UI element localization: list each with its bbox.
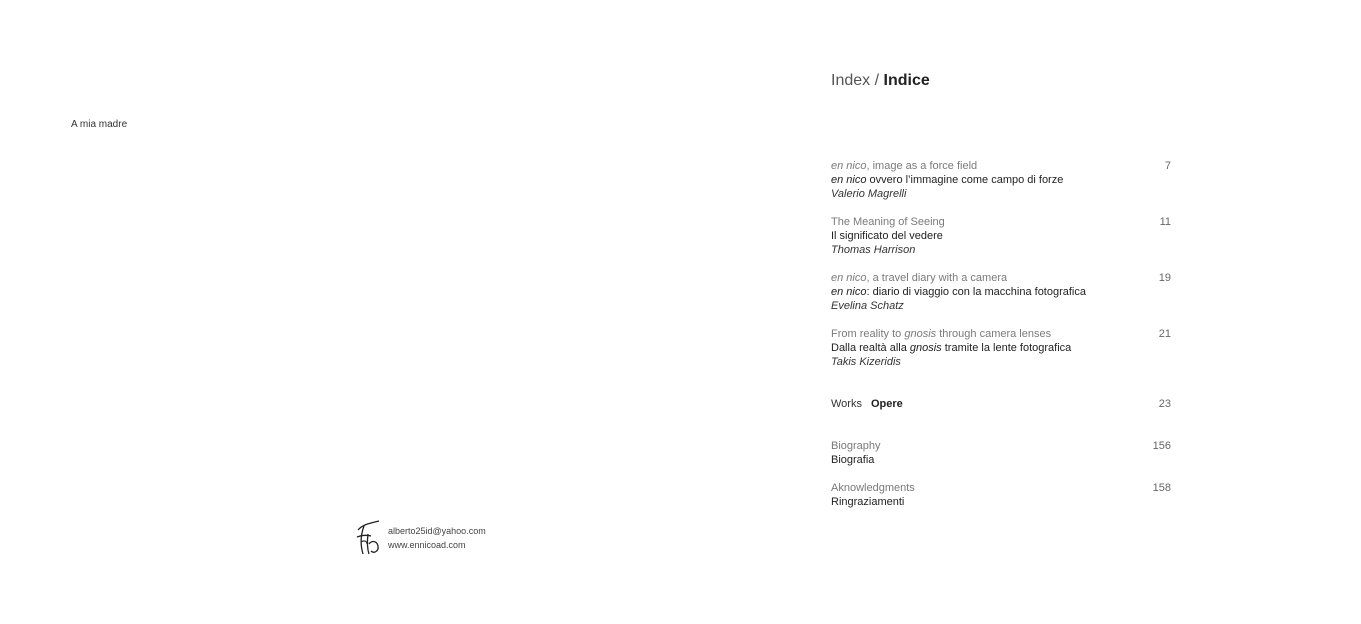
entry-title-en-italic: en nico	[831, 160, 867, 172]
entry-title-it-post: tramite la lente fotografica	[941, 342, 1072, 354]
works-page-number: 23	[1158, 398, 1171, 410]
entry-page-number: 19	[1158, 272, 1171, 284]
biography-label-en: Biography	[831, 440, 881, 452]
index-title-it: Indice	[883, 72, 930, 89]
works-label-it: Opere	[870, 398, 903, 410]
entry-title-it	[831, 229, 1171, 243]
entry-title-it	[831, 285, 1171, 299]
biography-page-number: 156	[1152, 440, 1171, 452]
dedication: A mia madre	[71, 119, 128, 130]
index-entries	[831, 159, 1171, 383]
entry-title-en-post: through camera lenses	[936, 328, 1052, 340]
monogram-logo-icon	[355, 520, 381, 556]
acknowledgments-page-number: 158	[1152, 482, 1171, 494]
entry-title-it-rest: : diario di viaggio con la macchina fotografica	[866, 286, 1086, 298]
contact-website[interactable]: www.ennicoad.com	[388, 540, 466, 550]
entry-title-en-italic: gnosis	[904, 328, 937, 340]
index-title-en: Index	[831, 72, 871, 89]
index-entry[interactable]	[831, 327, 1171, 369]
index-entry[interactable]	[831, 215, 1171, 257]
entry-title-it-rest: ovvero l’immagine come campo di forze	[866, 174, 1064, 186]
entry-title-it-rest: Il significato del vedere	[831, 230, 943, 242]
index-entry[interactable]	[831, 271, 1171, 313]
works-label-en: Works	[831, 398, 862, 410]
entry-title-en	[831, 271, 1171, 285]
index-title-separator: /	[874, 72, 880, 89]
entry-title-it	[831, 341, 1171, 355]
entry-author: Evelina Schatz	[831, 300, 904, 312]
acknowledgments-label-en: Aknowledgments	[831, 482, 915, 494]
index-title	[831, 71, 930, 91]
entry-title-it-italic: en nico	[831, 174, 867, 186]
entry-title-en	[831, 159, 1171, 173]
entry-title-en-rest: , image as a force field	[866, 160, 978, 172]
entry-title-it-italic: en nico	[831, 286, 867, 298]
contact-block	[355, 520, 486, 556]
entry-page-number: 7	[1164, 160, 1171, 172]
acknowledgments-label-it: Ringraziamenti	[831, 496, 905, 508]
entry-title-it-italic: gnosis	[909, 342, 942, 354]
entry-title-en-italic: en nico	[831, 272, 867, 284]
entry-title-en	[831, 215, 1171, 229]
entry-author: Takis Kizeridis	[831, 356, 901, 368]
entry-title-it	[831, 173, 1171, 187]
entry-author: Thomas Harrison	[831, 244, 916, 256]
index-entry[interactable]	[831, 159, 1171, 201]
entry-title-en	[831, 327, 1171, 341]
index-entry-biography[interactable]	[831, 439, 1171, 467]
entry-page-number: 11	[1159, 216, 1171, 228]
entry-title-en-rest: , a travel diary with a camera	[866, 272, 1008, 284]
entry-page-number: 21	[1158, 328, 1171, 340]
index-entry-works[interactable]	[831, 397, 1171, 411]
biography-label-it: Biografia	[831, 454, 875, 466]
entry-author: Valerio Magrelli	[831, 188, 907, 200]
contact-email[interactable]: alberto25id@yahoo.com	[388, 526, 486, 536]
entry-title-it-pre: Dalla realtà alla	[831, 342, 910, 354]
entry-title-en-rest: The Meaning of Seeing	[831, 216, 945, 228]
entry-title-en-pre: From reality to	[831, 328, 905, 340]
index-entry-acknowledgments[interactable]	[831, 481, 1171, 509]
